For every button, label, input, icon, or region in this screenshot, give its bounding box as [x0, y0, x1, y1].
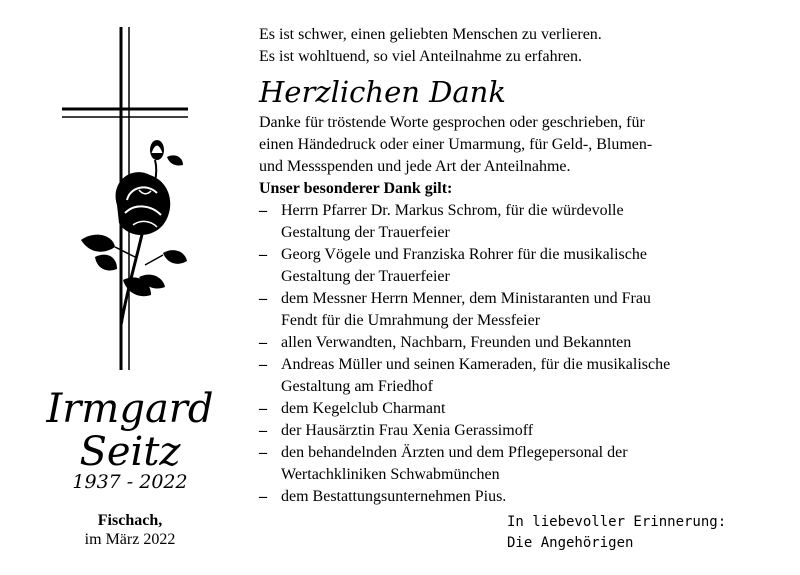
- list-item-line: dem Messner Herrn Menner, dem Ministaranten und Frau: [281, 290, 651, 307]
- closing: [507, 512, 787, 554]
- list-item: [259, 332, 789, 354]
- dash-icon: –: [259, 202, 267, 219]
- quote-line: Es ist schwer, einen geliebten Menschen zu verlieren.: [259, 26, 602, 43]
- thanks-paragraph-line: und Messspenden und jede Art der Anteilnahme.: [259, 158, 571, 175]
- quote-line: Es ist wohltuend, so viel Anteilnahme zu erfahren.: [259, 48, 583, 65]
- closing-line: In liebevoller Erinnerung:: [507, 514, 727, 530]
- left-column: [0, 0, 255, 575]
- cross-with-rose-icon: [55, 25, 205, 380]
- deceased-last-name: Seitz: [79, 429, 181, 475]
- list-item: [259, 442, 789, 486]
- dash-icon: –: [259, 356, 267, 373]
- list-item: [259, 420, 789, 442]
- date: im März 2022: [84, 531, 176, 548]
- list-item: [259, 354, 789, 398]
- dash-icon: –: [259, 246, 267, 263]
- list-item-line: dem Bestattungsunternehmen Pius.: [281, 488, 507, 505]
- thanks-paragraph-line: Danke für tröstende Worte gesprochen oder geschrieben, für: [259, 114, 645, 131]
- closing-line: Die Angehörigen: [507, 535, 634, 551]
- list-item: [259, 398, 789, 420]
- list-item-line: Gestaltung der Trauerfeier: [281, 268, 450, 285]
- right-column: [259, 24, 789, 508]
- life-years: 1937 - 2022: [72, 471, 188, 493]
- list-item-line: Herrn Pfarrer Dr. Markus Schrom, für die würdevolle: [281, 202, 624, 219]
- dash-icon: –: [259, 400, 267, 417]
- place: Fischach,: [97, 512, 163, 529]
- list-item: [259, 486, 789, 508]
- dash-icon: –: [259, 444, 267, 461]
- list-item: [259, 200, 789, 244]
- deceased-first-name: Irmgard: [46, 386, 214, 432]
- list-item-line: Georg Vögele und Franziska Rohrer für die musikalische: [281, 246, 647, 263]
- list-item-line: Andreas Müller und seinen Kameraden, für die musikalische: [281, 356, 671, 373]
- rose-icon: [81, 140, 187, 325]
- list-item-line: Fendt für die Umrahmung der Messfeier: [281, 312, 541, 329]
- dash-icon: –: [259, 422, 267, 439]
- list-item: [259, 288, 789, 332]
- dash-icon: –: [259, 334, 267, 351]
- list-item-line: Wertachkliniken Schwabmünchen: [281, 466, 500, 483]
- dash-icon: –: [259, 290, 267, 307]
- list-item-line: der Hausärztin Frau Xenia Gerassimoff: [281, 422, 534, 439]
- thanks-paragraph-line: einen Händedruck oder einer Umarmung, für Geld-, Blumen-: [259, 136, 653, 153]
- thanks-list: [259, 200, 789, 508]
- list-item-line: Gestaltung der Trauerfeier: [281, 224, 450, 241]
- dash-icon: –: [259, 488, 267, 505]
- list-item-line: allen Verwandten, Nachbarn, Freunden und Bekannten: [281, 334, 632, 351]
- special-thanks-label: Unser besonderer Dank gilt:: [259, 180, 453, 197]
- list-item-line: den behandelnden Ärzten und dem Pflegepersonal der: [281, 444, 628, 461]
- heading: Herzlichen Dank: [259, 75, 506, 109]
- list-item-line: dem Kegelclub Charmant: [281, 400, 446, 417]
- list-item-line: Gestaltung am Friedhof: [281, 378, 433, 395]
- list-item: [259, 244, 789, 288]
